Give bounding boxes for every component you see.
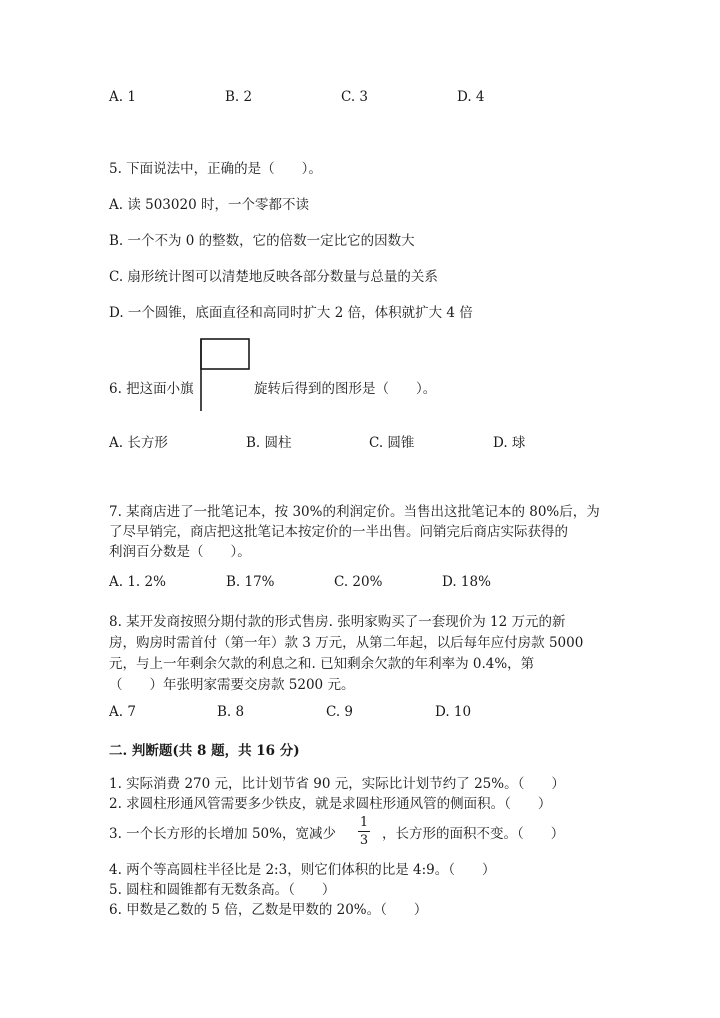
q7-option-c: C. 20% <box>334 574 383 590</box>
judge-item-6: 6. 甲数是乙数的 5 倍，乙数是甲数的 20%。（ ） <box>109 902 428 918</box>
q4-option-b: B. 2 <box>225 89 253 105</box>
q6-stem-after: 旋转后得到的图形是（ ）。 <box>254 381 437 397</box>
q5-option-d: D. 一个圆锥，底面直径和高同时扩大 2 倍，体积就扩大 4 倍 <box>109 305 473 321</box>
q5-stem: 5. 下面说法中，正确的是（ ）。 <box>109 161 322 177</box>
q4-option-c: C. 3 <box>341 89 369 105</box>
judge-item-2: 2. 求圆柱形通风管需要多少铁皮，就是求圆柱形通风管的侧面积。（ ） <box>109 796 552 812</box>
q7-option-d: D. 18% <box>442 574 491 590</box>
q8-option-b: B. 8 <box>217 704 245 720</box>
q8-option-c: C. 9 <box>326 704 354 720</box>
section-2-title: 二. 判断题(共 8 题，共 16 分) <box>109 743 300 759</box>
fraction-denominator: 3 <box>359 833 369 848</box>
q7-line-3: 利润百分数是（ ）。 <box>109 544 251 560</box>
judge-item-3-after: ，长方形的面积不变。（ ） <box>382 826 565 842</box>
q6-option-a: A. 长方形 <box>109 435 168 451</box>
judge-item-4: 4. 两个等高圆柱半径比是 2:3，则它们体积的比是 4:9。（ ） <box>109 862 496 878</box>
q6-option-d: D. 球 <box>493 435 526 451</box>
fraction-one-third <box>356 815 372 848</box>
q8-line-1: 8. 某开发商按照分期付款的形式售房. 张明家购买了一套现价为 12 万元的新 <box>109 614 566 630</box>
judge-item-1: 1. 实际消费 270 元，比计划节省 90 元，实际比计划节约了 25%。（ ） <box>109 776 565 792</box>
q6-stem-before: 6. 把这面小旗 <box>109 381 194 397</box>
q7-option-b: B. 17% <box>226 574 275 590</box>
q4-option-d: D. 4 <box>457 89 485 105</box>
judge-item-5: 5. 圆柱和圆锥都有无数条高。（ ） <box>109 882 336 898</box>
q5-option-b: B. 一个不为 0 的整数，它的倍数一定比它的因数大 <box>109 233 415 249</box>
fraction-bar <box>358 831 370 832</box>
q5-option-c: C. 扇形统计图可以清楚地反映各部分数量与总量的关系 <box>109 269 438 285</box>
q6-option-b: B. 圆柱 <box>246 435 292 451</box>
q5-option-a: A. 读 503020 时，一个零都不读 <box>109 197 309 213</box>
q7-line-1: 7. 某商店进了一批笔记本，按 30%的利润定价。当售出这批笔记本的 80%后，为 <box>109 504 600 520</box>
judge-item-3-before: 3. 一个长方形的长增加 50%，宽减少 <box>109 826 336 842</box>
fraction-numerator: 1 <box>359 815 369 830</box>
q8-option-a: A. 7 <box>109 704 136 720</box>
flag-figure <box>198 338 252 412</box>
q7-line-2: 了尽早销完，商店把这批笔记本按定价的一半出售。问销完后商店实际获得的 <box>109 524 568 540</box>
q8-line-3: 元，与上一年剩余欠款的利息之和. 已知剩余欠款的年利率为 0.4%，第 <box>109 656 535 672</box>
q8-line-2: 房，购房时需首付（第一年）款 3 万元，从第二年起，以后每年应付房款 5000 <box>109 635 584 651</box>
q8-line-4: （ ）年张明家需要交房款 5200 元。 <box>109 677 355 693</box>
q6-option-c: C. 圆锥 <box>369 435 415 451</box>
q4-option-a: A. 1 <box>109 89 136 105</box>
q8-option-d: D. 10 <box>435 704 472 720</box>
q7-option-a: A. 1. 2% <box>109 574 166 590</box>
